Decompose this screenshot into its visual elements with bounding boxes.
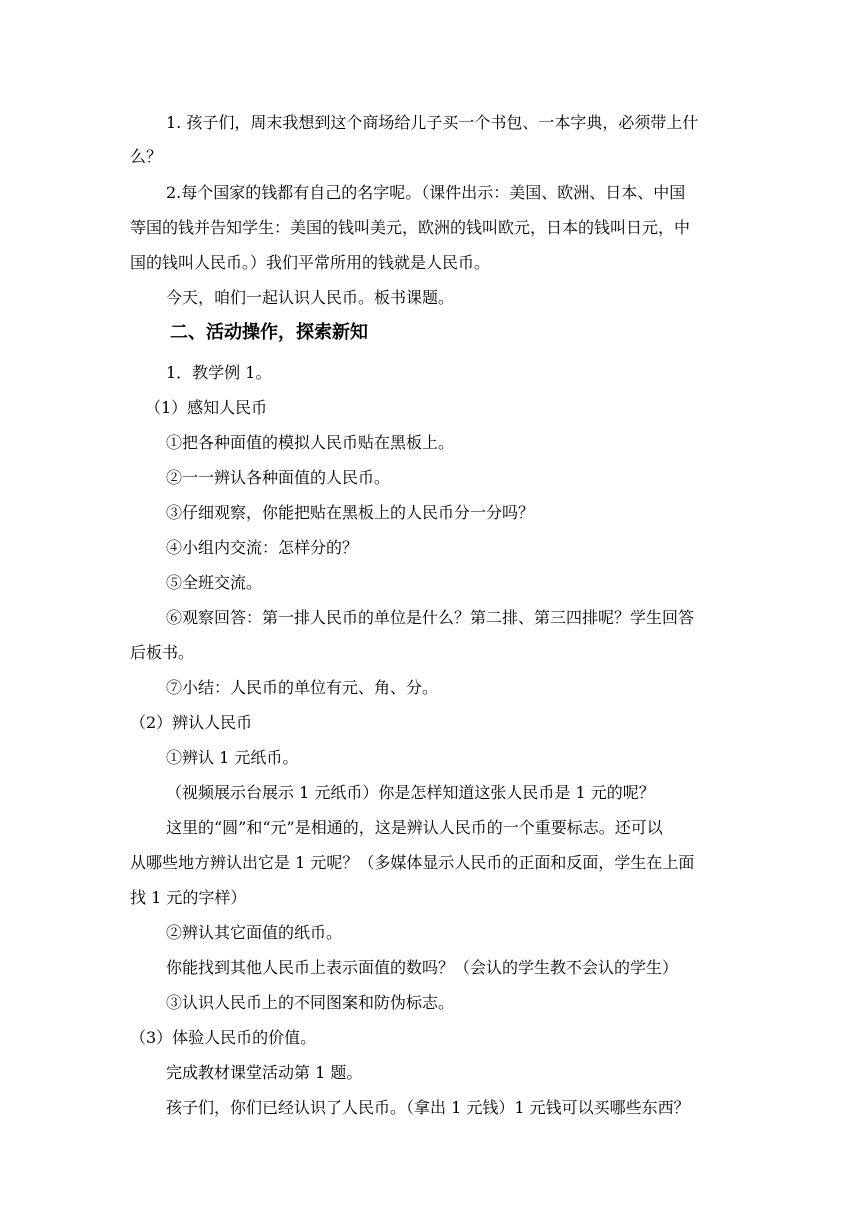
- paragraph-line: 后板书。: [130, 643, 195, 662]
- subsection-heading: （2）辨认人民币: [130, 713, 253, 732]
- paragraph-line: ①辨认 1 元纸币。: [166, 748, 299, 767]
- paragraph-line: 么？: [130, 147, 163, 166]
- paragraph-line: ⑤全班交流。: [166, 573, 263, 592]
- paragraph-line: 等国的钱并告知学生：美国的钱叫美元，欧洲的钱叫欧元，日本的钱叫日元，中: [130, 218, 691, 237]
- paragraph-line: 1. 孩子们，周末我想到这个商场给儿子买一个书包、一本字典，必须带上什: [166, 113, 699, 132]
- paragraph-line: 从哪些地方辨认出它是 1 元呢？（多媒体显示人民币的正面和反面，学生在上面: [130, 853, 695, 872]
- paragraph-line: 完成教材课堂活动第 1 题。: [166, 1063, 363, 1082]
- paragraph-line: 你能找到其他人民币上表示面值的数吗？（会认的学生教不会认的学生）: [166, 958, 679, 977]
- paragraph-line: 今天，咱们一起认识人民币。板书课题。: [166, 288, 455, 307]
- paragraph-line: 国的钱叫人民币。）我们平常所用的钱就是人民币。: [130, 253, 491, 272]
- paragraph-line: ④小组内交流：怎样分的？: [166, 538, 359, 557]
- paragraph-line: ①把各种面值的模拟人民币贴在黑板上。: [166, 433, 455, 452]
- subsection-heading: （1）感知人民币: [145, 398, 268, 417]
- paragraph-line: 找 1 元的字样）: [130, 888, 247, 907]
- paragraph-line: 这里的“圆”和“元”是相通的，这是辨认人民币的一个重要标志。还可以: [166, 818, 663, 837]
- paragraph-line: ⑦小结：人民币的单位有元、角、分。: [166, 678, 439, 697]
- paragraph-line: ②一一辨认各种面值的人民币。: [166, 468, 391, 487]
- paragraph-line: ②辨认其它面值的纸币。: [166, 923, 343, 942]
- paragraph-line: ③认识人民币上的不同图案和防伪标志。: [166, 993, 455, 1012]
- paragraph-line: 1．教学例 1。: [166, 363, 272, 382]
- paragraph-line: ③仔细观察，你能把贴在黑板上的人民币分一分吗？: [166, 503, 535, 522]
- section-heading: 二、活动操作，探索新知: [170, 322, 368, 343]
- paragraph-line: 2.每个国家的钱都有自己的名字呢。（课件出示：美国、欧洲、日本、中国: [166, 183, 686, 202]
- paragraph-line: （视频展示台展示 1 元纸币）你是怎样知道这张人民币是 1 元的呢？: [166, 783, 655, 802]
- paragraph-line: ⑥观察回答：第一排人民币的单位是什么？第二排、第三四排呢？学生回答: [166, 608, 695, 627]
- paragraph-line: 孩子们，你们已经认识了人民币。（拿出 1 元钱）1 元钱可以买哪些东西？: [166, 1098, 690, 1117]
- subsection-heading: （3）体验人民币的价值。: [130, 1028, 317, 1047]
